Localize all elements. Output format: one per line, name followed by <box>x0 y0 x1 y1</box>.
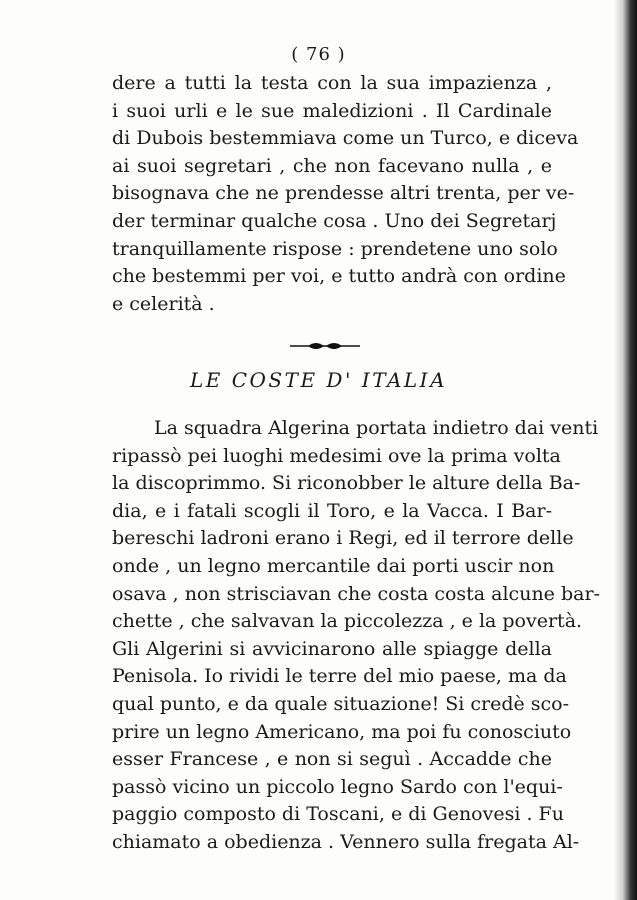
text-line: chiamato a obedienza . Vennero sulla fregata Al- <box>112 830 580 853</box>
text-line: esser Francese , e non si seguì . Accadde che <box>112 748 552 771</box>
text-line: prire un legno Americano, ma poi fu conosciuto <box>112 720 572 743</box>
binding-edge <box>615 0 637 900</box>
text-line: di Dubois bestemmiava come un Turco, e diceva <box>112 127 579 150</box>
divider-ornament-icon <box>290 339 360 353</box>
text-line: dia, e i fatali scogli il Toro, e la Vacca. I Bar- <box>112 499 552 522</box>
text-line: chette , che salvavan la piccolezza , e la povertà. <box>112 610 583 633</box>
text-line: la discoprimmo. Si riconobber le alture della Ba- <box>112 472 581 495</box>
text-line: onde , un legno mercantile dai porti uscir non <box>112 554 555 577</box>
text-line: passò vicino un piccolo legno Sardo con l'equi- <box>112 775 563 798</box>
text-line: ripassò pei luoghi medesimi ove la prima volta <box>112 444 561 467</box>
text-line: paggio composto di Toscani, e di Genovesi . Fu <box>112 803 564 826</box>
text-line: qual punto, e da quale situazione! Si credè sco- <box>112 692 570 715</box>
text-line: bereschi ladroni erano i Regi, ed il terrore delle <box>112 527 574 550</box>
text-line: bisognava che ne prendesse altri trenta, per ve- <box>112 182 575 205</box>
text-line: Penisola. Io rividi le terre del mio paese, ma da <box>112 665 567 688</box>
paragraph-main <box>112 415 600 857</box>
text-line: i suoi urli e le sue maledizioni . Il Cardinale <box>112 99 552 122</box>
text-line: ai suoi segretari , che non facevano nulla , e <box>112 154 552 177</box>
page-number: ( 76 ) <box>291 44 346 65</box>
text-line: e celerità . <box>112 292 215 315</box>
text-line: La squadra Algerina portata indietro dai venti <box>154 417 599 439</box>
text-line: Gli Algerini si avvicinarono alle spiagge della <box>112 637 552 660</box>
text-line: che bestemmi per voi, e tutto andrà con ordine <box>112 265 566 288</box>
section-title: LE COSTE D' ITALIA <box>189 368 448 392</box>
text-line: tranquillamente rispose : prendetene uno solo <box>112 237 558 260</box>
paragraph-continuation <box>112 70 579 318</box>
text-line: osava , non strisciavan che costa costa alcune bar- <box>112 582 600 605</box>
text-line: dere a tutti la testa con la sua impazienza , <box>112 72 552 94</box>
text-line: der terminar qualche cosa . Uno dei Segretarj <box>112 209 557 232</box>
